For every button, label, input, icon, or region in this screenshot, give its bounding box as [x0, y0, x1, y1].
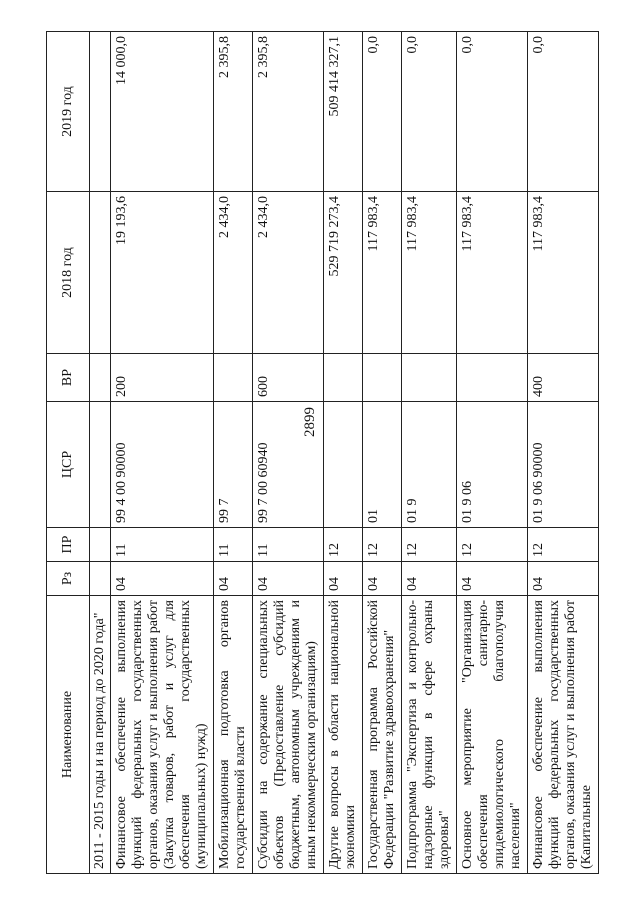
- row-csr: [324, 402, 363, 528]
- row-vr: 200: [111, 354, 214, 402]
- row-rz: 04: [324, 562, 363, 596]
- row-2018: 117 983,4: [363, 192, 402, 354]
- row-2019: 0,0: [528, 32, 599, 192]
- table-row: [324, 32, 363, 874]
- row-2019: 2 395,8: [214, 32, 253, 192]
- row-rz: 04: [363, 562, 402, 596]
- row-rz: 04: [528, 562, 599, 596]
- row-vr: [457, 354, 528, 402]
- row-csr: 01 9: [402, 402, 457, 528]
- row-2019: 0,0: [457, 32, 528, 192]
- row-2019: 0,0: [402, 32, 457, 192]
- row-csr: 99 7 00 60940: [253, 402, 324, 528]
- row-name: Субсидии на содержание специальных объектов (Предоставление субсидий бюджетным, автономным учреждениям и иным некоммерческим организациям): [253, 596, 324, 874]
- row-pr: 12: [457, 528, 528, 562]
- row-csr: 01: [363, 402, 402, 528]
- row-vr: 400: [528, 354, 599, 402]
- row-pr: 12: [324, 528, 363, 562]
- row-vr: [363, 354, 402, 402]
- table-row: [214, 32, 253, 874]
- table-row: [253, 32, 324, 874]
- row-vr: 600: [253, 354, 324, 402]
- row-2019: 0,0: [363, 32, 402, 192]
- row-name: Мобилизационная подготовка органов государственной власти: [214, 596, 253, 874]
- row-pr: 11: [253, 528, 324, 562]
- row-2019: 2 395,8: [253, 32, 324, 192]
- header-rz: Рз: [47, 562, 90, 596]
- row-rz: 04: [402, 562, 457, 596]
- row-name: Финансовое обеспечение выполнения функций федеральных государственных органов, оказания услуг и выполнения работ (Капитальные: [528, 596, 599, 874]
- page-number: 2899: [302, 407, 318, 437]
- table-row: [363, 32, 402, 874]
- header-vr: ВР: [47, 354, 90, 402]
- row-2019: 509 414 327,1: [324, 32, 363, 192]
- header-2019: 2019 год: [47, 32, 90, 192]
- table-row: [528, 32, 599, 874]
- row-pr: 12: [363, 528, 402, 562]
- period-text: 2011 - 2015 годы и на период до 2020 года": [90, 596, 111, 874]
- row-2019: 14 000,0: [111, 32, 214, 192]
- table-header: [47, 32, 90, 874]
- row-pr: 11: [214, 528, 253, 562]
- header-2018: 2018 год: [47, 192, 90, 354]
- row-2018: 19 193,6: [111, 192, 214, 354]
- row-name: Финансовое обеспечение выполнения функций федеральных государственных органов, оказания услуг и выполнения работ (Закупка товаров, работ и услуг для обеспечения государственных (муниципальных) нужд): [111, 596, 214, 874]
- row-2018: 117 983,4: [402, 192, 457, 354]
- row-csr: 99 7: [214, 402, 253, 528]
- row-2018: 117 983,4: [528, 192, 599, 354]
- row-pr: 11: [111, 528, 214, 562]
- row-2018: 2 434,0: [214, 192, 253, 354]
- row-vr: [402, 354, 457, 402]
- row-pr: 12: [528, 528, 599, 562]
- header-name: Наименование: [47, 596, 90, 874]
- header-csr: ЦСР: [47, 402, 90, 528]
- row-pr: 12: [402, 528, 457, 562]
- row-name: Другие вопросы в области национальной экономики: [324, 596, 363, 874]
- row-2018: 117 983,4: [457, 192, 528, 354]
- row-rz: 04: [214, 562, 253, 596]
- rotated-page-content: [46, 32, 595, 874]
- row-vr: [324, 354, 363, 402]
- header-pr: ПР: [47, 528, 90, 562]
- row-name: Основное мероприятие "Организация обеспечения санитарно-эпидемиологического благополучия населения": [457, 596, 528, 874]
- row-csr: 01 9 06: [457, 402, 528, 528]
- row-2018: 2 434,0: [253, 192, 324, 354]
- table-row: [402, 32, 457, 874]
- row-name: Государственная программа Российской Федерации "Развитие здравоохранения": [363, 596, 402, 874]
- row-rz: 04: [253, 562, 324, 596]
- table-row: [111, 32, 214, 874]
- row-csr: 01 9 06 90000: [528, 402, 599, 528]
- row-rz: 04: [457, 562, 528, 596]
- row-rz: 04: [111, 562, 214, 596]
- table-row: [457, 32, 528, 874]
- row-2018: 529 719 273,4: [324, 192, 363, 354]
- row-csr: 99 4 00 90000: [111, 402, 214, 528]
- row-name: Подпрограмма "Экспертиза и контрольно-надзорные функции в сфере охраны здоровья": [402, 596, 457, 874]
- row-vr: [214, 354, 253, 402]
- period-row: [90, 32, 111, 874]
- budget-table: [46, 31, 599, 874]
